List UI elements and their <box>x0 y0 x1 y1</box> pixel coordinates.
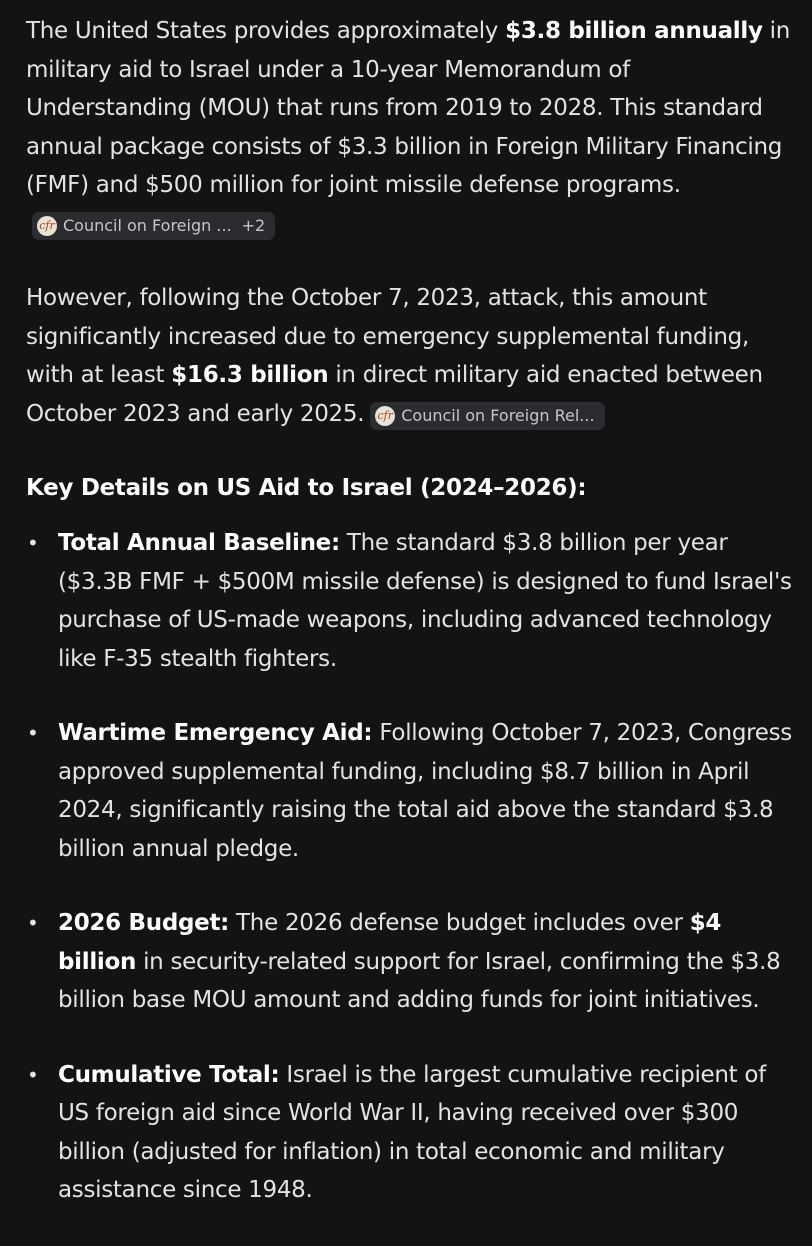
list-item-2026-budget <box>26 904 796 1020</box>
list-item-cumulative-total <box>26 1056 796 1210</box>
supplemental-bold-amount: $16.3 billion <box>171 362 329 388</box>
source-chip-cfr[interactable] <box>32 212 275 240</box>
cfr-logo-icon: cfr <box>37 216 57 236</box>
list-item-text: The standard $3.8 billion per year ($3.3B FMF + $500M missile defense) is designed to fund Israel's purchase of US-made weapons, including advanced technology like F-35 stealth fighters. <box>58 530 792 672</box>
supplemental-text-a: However, following the October 7, 2023, attack, this amount significantly increased due to emergency supplemental funding, with at least <box>26 285 749 388</box>
intro-text-a: The United States provides approximately <box>26 18 506 44</box>
source-chip-label: Council on Foreign Rel... <box>401 405 595 425</box>
intro-paragraph <box>26 12 796 243</box>
source-chip-label: Council on Foreign ... <box>63 215 232 235</box>
list-item-title: 2026 Budget: <box>58 910 230 936</box>
key-details-list <box>26 524 796 1210</box>
intro-bold-amount: $3.8 billion annually <box>505 18 763 44</box>
section-heading: Key Details on US Aid to Israel (2024–2026): <box>26 475 587 501</box>
list-item-text-b: in security-related support for Israel, confirming the $3.8 billion base MOU amount and adding funds for joint initiatives. <box>58 948 781 1013</box>
list-item-title: Total Annual Baseline: <box>58 530 340 556</box>
bullet-icon: • <box>27 911 39 935</box>
cfr-logo-icon: cfr <box>375 406 395 426</box>
source-chip-count: +2 <box>241 215 266 235</box>
bullet-icon: • <box>27 1062 39 1087</box>
response-content <box>26 12 796 1246</box>
source-chip-cfr-2[interactable] <box>370 402 604 430</box>
bullet-icon: • <box>27 721 39 745</box>
list-item-annual-baseline <box>26 524 796 678</box>
list-item-bold-amount: $4 billion <box>58 910 722 975</box>
list-item-wartime-aid <box>26 714 796 868</box>
list-item-text: Following October 7, 2023, Congress approved supplemental funding, including $8.7 billion in April 2024, significantly raising the total aid above the standard $3.8 billion annual pledge. <box>58 720 792 862</box>
list-item-text: Israel is the largest cumulative recipient of US foreign aid since World War II, having received over $300 billion (adjusted for inflation) in total economic and military assistance since 1948. <box>58 1061 766 1203</box>
list-item-text-a: The 2026 defense budget includes over <box>229 910 690 936</box>
supplemental-text-b: in direct military aid enacted between October 2023 and early 2025. <box>26 362 763 427</box>
intro-text-b: in military aid to Israel under a 10-year Memorandum of Understanding (MOU) that runs from 2019 to 2028. This standard annual package consists of $3.3 billion in Foreign Military Financing (FMF) and $500 million for joint missile defense programs. <box>26 18 791 198</box>
supplemental-paragraph <box>26 279 796 433</box>
list-item-title: Wartime Emergency Aid: <box>58 720 373 746</box>
list-item-title: Cumulative Total: <box>58 1061 280 1088</box>
bullet-icon: • <box>27 531 39 555</box>
